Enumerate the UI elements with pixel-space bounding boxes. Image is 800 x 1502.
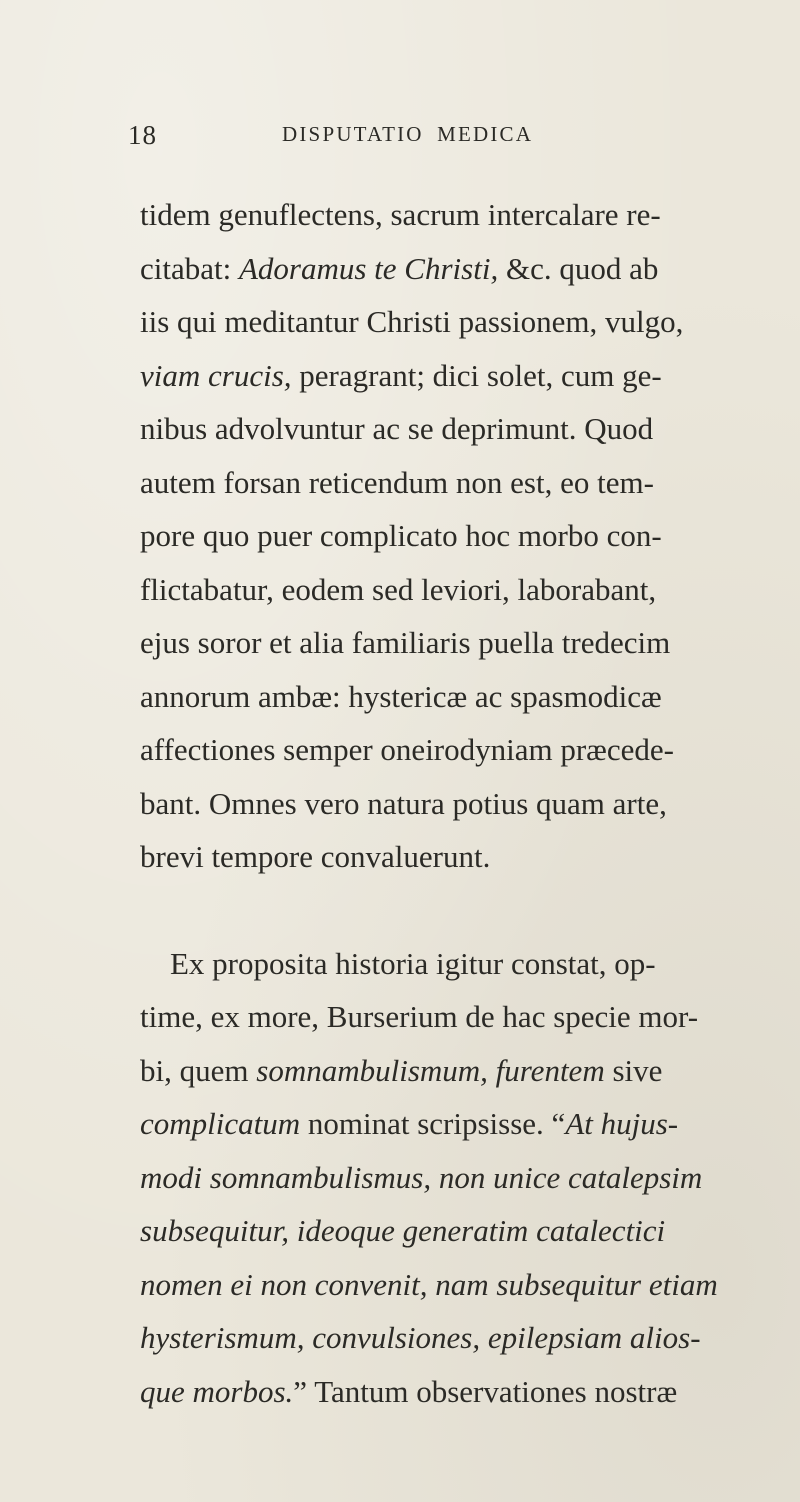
text-run: flictabatur, eodem sed leviori, laborabant, bbox=[140, 571, 657, 607]
text-run bbox=[488, 1053, 496, 1088]
text-run: annorum ambæ: hystericæ ac spasmodicæ bbox=[140, 678, 662, 714]
text-line bbox=[140, 563, 780, 617]
text-run: bant. Omnes vero natura potius quam arte, bbox=[140, 785, 667, 821]
italic-text: viam crucis, bbox=[140, 357, 292, 393]
italic-text: Adoramus te Christi, bbox=[238, 250, 499, 286]
text-line bbox=[140, 1311, 780, 1365]
paragraph bbox=[140, 937, 780, 1419]
text-line bbox=[140, 1258, 780, 1312]
text-line bbox=[140, 188, 780, 242]
text-line bbox=[140, 1365, 780, 1419]
text-line bbox=[140, 1151, 780, 1205]
text-line bbox=[140, 402, 780, 456]
text-run: sive bbox=[604, 1052, 663, 1088]
italic-text: hysterismum, convulsiones, epilepsiam alios- bbox=[140, 1320, 701, 1355]
italic-text: modi somnambulismus, non unice catalepsim bbox=[140, 1159, 703, 1195]
text-run: citabat: bbox=[140, 250, 239, 286]
italic-text: At hujus- bbox=[565, 1106, 679, 1141]
text-line bbox=[140, 1044, 780, 1098]
text-line bbox=[140, 242, 780, 296]
italic-text: somnambulismum, bbox=[256, 1052, 488, 1088]
text-line bbox=[140, 509, 780, 563]
page-number: 18 bbox=[128, 120, 157, 150]
text-line bbox=[140, 616, 780, 670]
text-run: affectiones semper oneirodyniam præcede- bbox=[140, 732, 674, 767]
text-line bbox=[140, 456, 780, 510]
text-run: nominat scripsisse. “ bbox=[300, 1106, 566, 1141]
text-line bbox=[140, 830, 780, 884]
italic-text: complicatum bbox=[140, 1106, 301, 1141]
text-line bbox=[140, 723, 780, 777]
text-run: tidem genuflectens, sacrum intercalare re- bbox=[140, 197, 661, 232]
text-run: brevi tempore convaluerunt. bbox=[140, 839, 491, 874]
italic-text: furentem bbox=[495, 1052, 605, 1088]
italic-text: nomen ei non convenit, nam subsequitur etiam bbox=[140, 1266, 718, 1302]
text-line bbox=[140, 937, 780, 991]
text-line bbox=[140, 777, 780, 831]
text-line bbox=[140, 1097, 780, 1151]
text-run: iis qui meditantur Christi passionem, vulgo, bbox=[140, 304, 684, 339]
paragraph-gap bbox=[140, 884, 780, 937]
italic-text: subsequitur, ideoque generatim catalectici bbox=[140, 1213, 666, 1248]
text-run: Ex proposita historia igitur constat, op- bbox=[170, 945, 656, 981]
text-line bbox=[140, 295, 780, 349]
text-line bbox=[140, 990, 780, 1044]
text-run: nibus advolvuntur ac se deprimunt. Quod bbox=[140, 411, 654, 446]
text-run: ejus soror et alia familiaris puella tredecim bbox=[140, 625, 671, 660]
text-run: &c. quod ab bbox=[498, 250, 659, 286]
text-line bbox=[140, 349, 780, 403]
running-head-title: DISPUTATIO MEDICA bbox=[282, 122, 534, 146]
italic-text: que morbos. bbox=[140, 1373, 294, 1409]
text-line bbox=[140, 1204, 780, 1258]
body-text bbox=[140, 188, 780, 1418]
text-run: ” Tantum observationes nostræ bbox=[293, 1373, 678, 1409]
text-run: time, ex more, Burserium de hac specie mor- bbox=[140, 999, 699, 1034]
paragraph bbox=[140, 188, 780, 884]
running-head bbox=[128, 120, 688, 156]
text-run: autem forsan reticendum non est, eo tem- bbox=[140, 464, 654, 500]
text-run: pore quo puer complicato hoc morbo con- bbox=[140, 518, 662, 553]
text-run: bi, quem bbox=[140, 1052, 257, 1088]
text-run: peragrant; dici solet, cum ge- bbox=[291, 357, 662, 393]
text-line bbox=[140, 670, 780, 724]
